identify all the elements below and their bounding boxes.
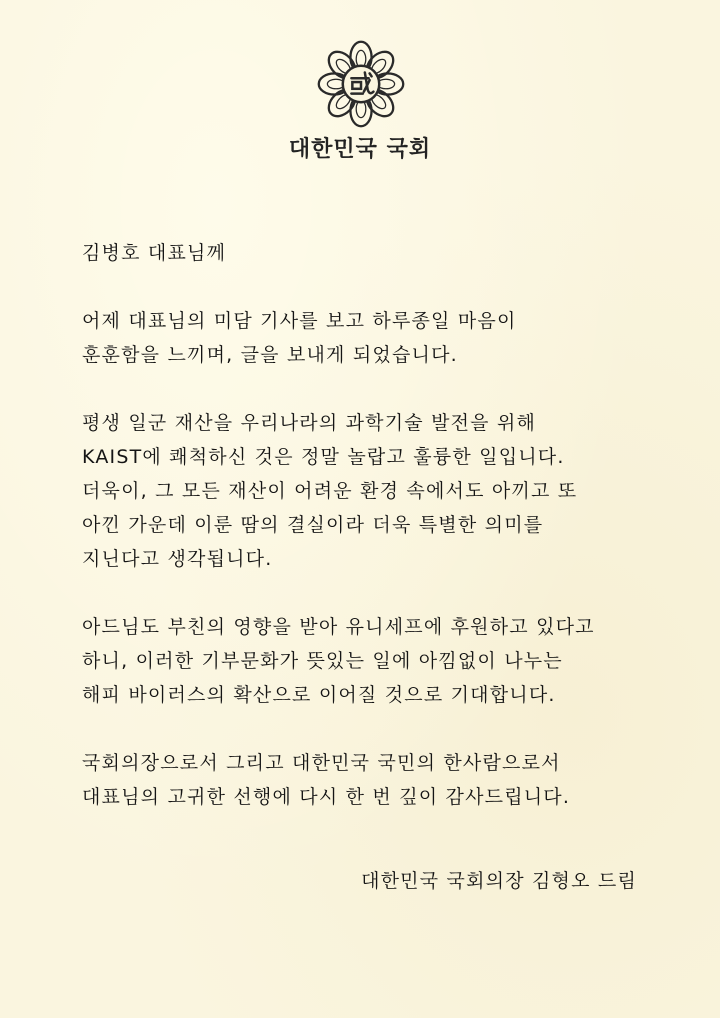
signature: 대한민국 국회의장 김형오 드림 [361, 870, 637, 892]
paragraph-3 [82, 610, 682, 712]
institution-name: 대한민국 국회 [288, 137, 432, 162]
body-line: KAIST에 쾌척하신 것은 정말 놀랍고 훌륭한 일입니다. [82, 446, 565, 468]
paragraph-2 [82, 406, 682, 576]
body-line: 평생 일군 재산을 우리나라의 과학기술 발전을 위해 [82, 412, 537, 434]
body-line: 아드님도 부친의 영향을 받아 유니세프에 후원하고 있다고 [82, 616, 595, 638]
body-line: 국회의장으로서 그리고 대한민국 국민의 한사람으로서 [82, 752, 561, 774]
body-line: 지닌다고 생각됩니다. [82, 548, 273, 570]
body-line: 훈훈함을 느끼며, 글을 보내게 되었습니다. [82, 344, 458, 366]
greeting: 김병호 대표님께 [82, 242, 227, 264]
body-line: 아낀 가운데 이룬 땀의 결실이라 더욱 특별한 의미를 [82, 514, 544, 536]
body-line: 더욱이, 그 모든 재산이 어려운 환경 속에서도 아끼고 또 [82, 480, 578, 502]
body-line: 대표님의 고귀한 선행에 다시 한 번 깊이 감사드립니다. [82, 786, 571, 808]
national-assembly-emblem-icon [313, 36, 409, 132]
body-line: 어제 대표님의 미담 기사를 보고 하루종일 마음이 [82, 310, 517, 332]
paragraph-1 [82, 304, 682, 372]
body-line: 하니, 이러한 기부문화가 뜻있는 일에 아낌없이 나누는 [82, 650, 563, 672]
paragraph-4 [82, 746, 682, 814]
body-line: 해피 바이러스의 확산으로 이어질 것으로 기대합니다. [82, 684, 556, 706]
letter-body [82, 236, 682, 848]
